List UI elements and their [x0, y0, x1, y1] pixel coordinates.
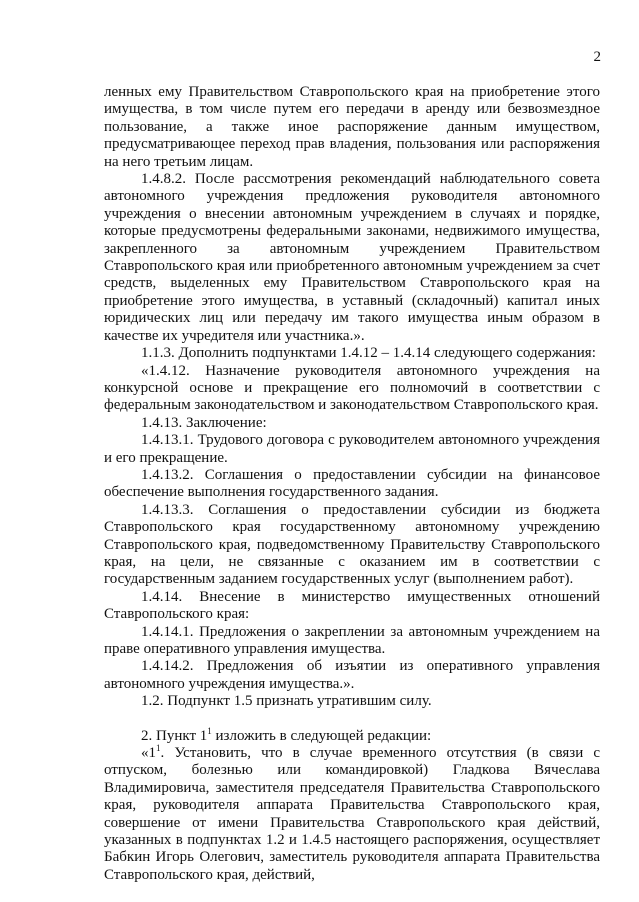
section-2-suffix: изложить в следующей редакции:	[211, 727, 432, 744]
paragraph-1-4-14-2: 1.4.14.2. Предложения об изъятии из оперативного управления автономного учреждения имущества.».	[104, 658, 600, 692]
paragraph-continuation: ленных ему Правительством Ставропольского края на приобретение этого имущества, в том числе путем его передачи в аренду или безвозмездное пользование, а также иное распоряжение данным имуществом, предусматривающее переход прав владения, пользования или распоряжения на него третьим лицам.	[104, 84, 600, 170]
quote-superscript: 1	[156, 743, 161, 754]
document-body	[104, 84, 600, 884]
quote-text: . Установить, что в случае временного отсутствия (в связи с отпуском, болезнью или командировкой) Гладкова Вячеслава Владимировича, заместителя председателя Правительства Ставропольского края, руководителя аппарата Правительства Ставропольского края, совершение от имени Правительства Ставропольского края действий, указанных в подпунктах 1.2 и 1.4.5 настоящего распоряжения, осуществляет Бабкин Игорь Олегович, заместитель руководителя аппарата Правительства Ставропольского края, действий,	[104, 745, 600, 883]
paragraph-1-4-12: «1.4.12. Назначение руководителя автономного учреждения на конкурсной основе и прекращение его полномочий в соответствии с федеральным законодательством и законодательством Ставропольского края.	[104, 362, 600, 414]
paragraph-1-2: 1.2. Подпункт 1.5 признать утратившим силу.	[141, 693, 432, 710]
paragraph-1-1-3: 1.1.3. Дополнить подпунктами 1.4.12 – 1.4.14 следующего содержания:	[141, 345, 596, 362]
page-number: 2	[593, 49, 601, 65]
paragraph-1-4-13: 1.4.13. Заключение:	[141, 414, 267, 431]
section-2-prefix: 2. Пункт 1	[141, 727, 208, 744]
paragraph-1-4-8-2: 1.4.8.2. После рассмотрения рекомендаций наблюдательного совета автономного учреждения предложения руководителя автономного учреждения о внесении автономным учреждением в случаях и порядке, которые предусмотрены федеральными законами, недвижимого имущества, закрепленного за автономным учреждением Правительством Ставропольского края или приобретенного автономным учреждением за счет средств, выделенных ему Правительством Ставропольского края на приобретение этого имущества, в уставный (складочный) капитал иных юридических лиц или передачу им такого имущества иным образом в качестве их учредителя или участника.».	[104, 171, 600, 344]
paragraph-1-4-13-3: 1.4.13.3. Соглашения о предоставлении субсидии из бюджета Ставропольского края государственному автономному учреждению Ставропольского края, подведомственному Правительству Ставропольского края, на цели, не связанные с оказанием им в соответствии с государственным заданием государственных услуг (выполнением работ).	[104, 501, 600, 588]
paragraph-1-4-14: 1.4.14. Внесение в министерство имущественных отношений Ставропольского края:	[104, 588, 600, 623]
paragraph-1-4-13-2: 1.4.13.2. Соглашения о предоставлении субсидии на финансовое обеспечение выполнения государственного задания.	[104, 466, 600, 501]
paragraph-1-4-14-1: 1.4.14.1. Предложения о закреплении за автономным учреждением на праве оперативного управления имущества.	[104, 623, 600, 657]
paragraph-quote	[104, 745, 600, 884]
section-2-superscript: 1	[207, 725, 212, 736]
paragraph-1-4-13-1: 1.4.13.1. Трудового договора с руководителем автономного учреждения и его прекращение.	[104, 432, 600, 466]
paragraph-section-2	[104, 725, 600, 745]
quote-prefix: «1	[141, 745, 156, 762]
